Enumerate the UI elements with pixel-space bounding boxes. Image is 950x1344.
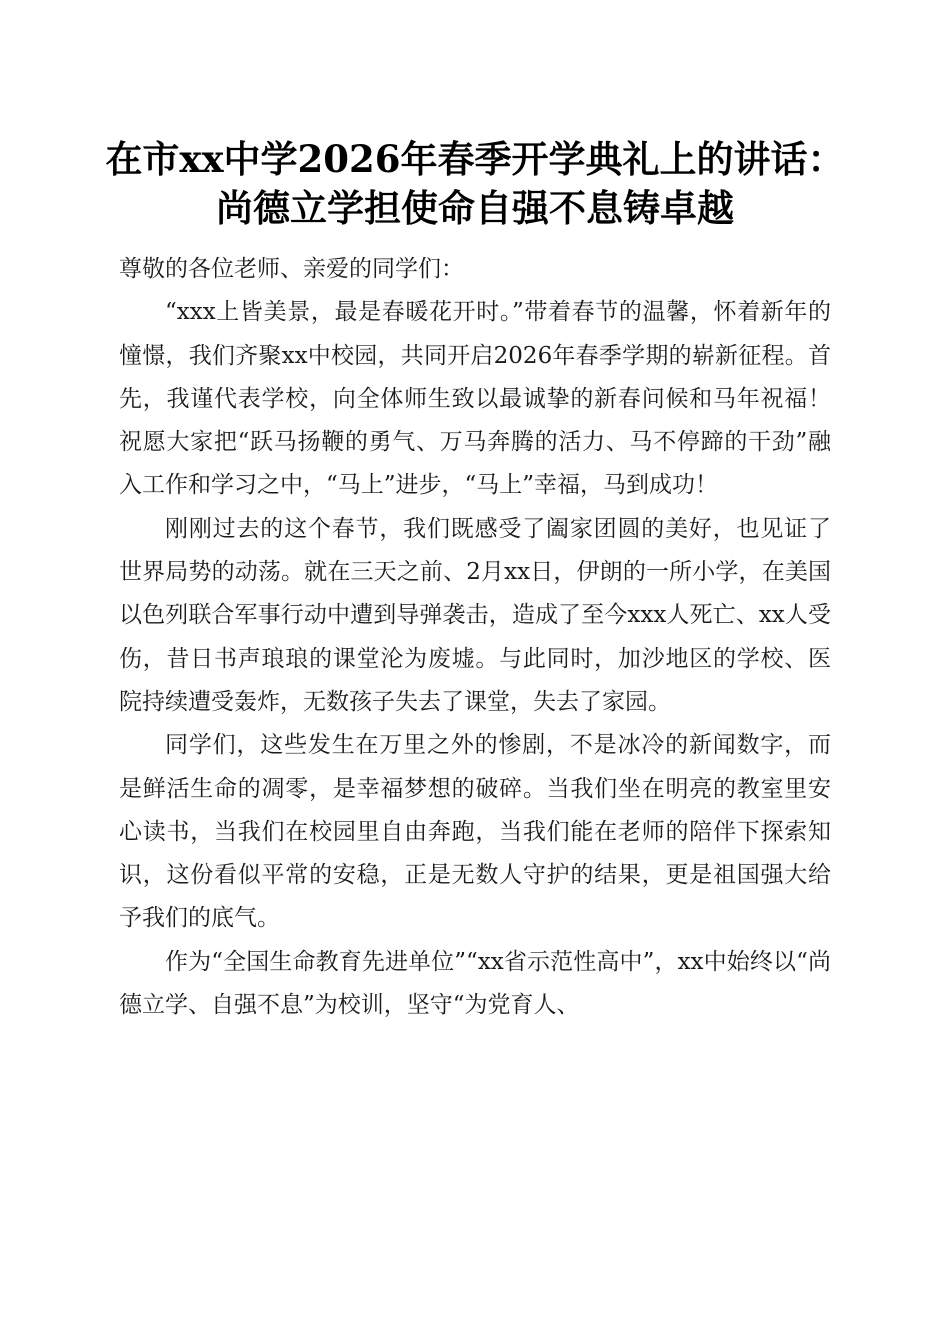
paragraph-1: “xxx上皆美景，最是春暖花开时。”带着春节的温馨，怀着新年的憧憬，我们齐聚xx中校园，共同开启2026年春季学期的崭新征程。首先，我谨代表学校，向全体师生致以最诚挚的新春问候和马年祝福！祝愿大家把“跃马扬鞭的勇气、万马奔腾的活力、马不停蹄的干劲”融入工作和学习之中，“马上”进步，“马上”幸福，马到成功！ [119,299,831,499]
salutation: 尊敬的各位老师、亲爱的同学们： [119,256,464,282]
paragraph-2: 刚刚过去的这个春节，我们既感受了阖家团圆的美好，也见证了世界局势的动荡。就在三天之前、2月xx日，伊朗的一所小学，在美国以色列联合军事行动中遭到导弹袭击，造成了至今xxx人死亡、xx人受伤，昔日书声琅琅的课堂沦为废墟。与此同时，加沙地区的学校、医院持续遭受轰炸，无数孩子失去了课堂，失去了家园。 [119,515,831,715]
paragraph-3: 同学们，这些发生在万里之外的惨剧，不是冰冷的新闻数字，而是鲜活生命的凋零，是幸福梦想的破碎。当我们坐在明亮的教室里安心读书，当我们在校园里自由奔跑，当我们能在老师的陪伴下探索知识，这份看似平常的安稳，正是无数人守护的结果，更是祖国强大给予我们的底气。 [119,732,831,932]
speech-body [119,248,831,1027]
paragraph-4: 作为“全国生命教育先进单位”“xx省示范性高中”，xx中始终以“尚德立学、自强不息”为校训，坚守“为党育人、 [119,948,831,1019]
title-line-2: 尚德立学担使命自强不息铸卓越 [216,186,734,230]
title-line-1: 在市xx中学2026年春季开学典礼上的讲话： [105,137,845,181]
